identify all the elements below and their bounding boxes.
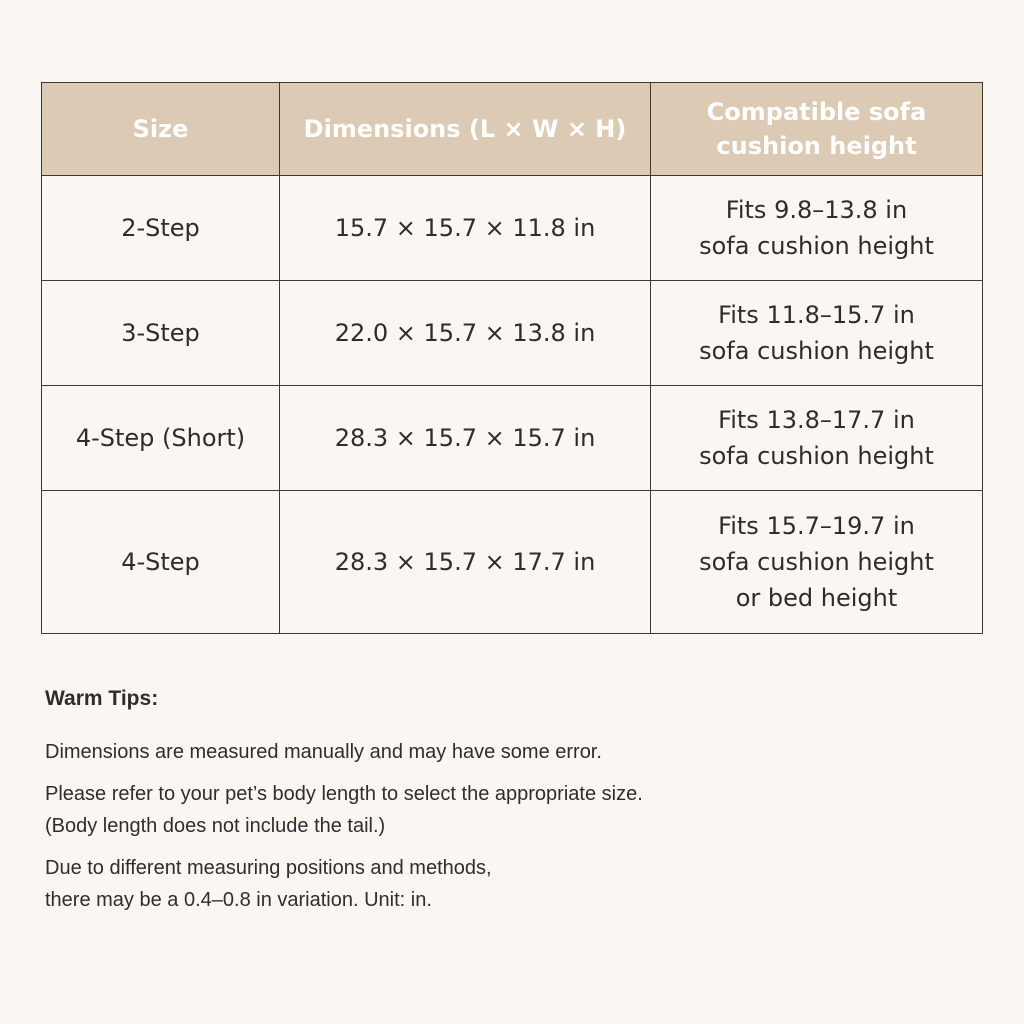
compat-line: sofa cushion height: [699, 548, 934, 576]
cell-size: 4-Step: [42, 491, 280, 634]
tip-line: there may be a 0.4–0.8 in variation. Unit: in.: [45, 889, 432, 911]
table-row: [42, 281, 983, 386]
cell-compat: [651, 281, 983, 386]
table-row: [42, 176, 983, 281]
header-size: Size: [42, 83, 280, 176]
compat-line: Fits 11.8–15.7 in: [718, 301, 915, 329]
cell-dimensions: 28.3 × 15.7 × 15.7 in: [280, 386, 651, 491]
cell-size: 4-Step (Short): [42, 386, 280, 491]
cell-size: 2-Step: [42, 176, 280, 281]
compat-line: sofa cushion height: [699, 232, 934, 260]
tip-item: [45, 852, 985, 916]
header-compatible-height: Compatible sofa cushion height: [651, 83, 983, 176]
size-chart-table: [41, 82, 983, 634]
cell-compat: [651, 386, 983, 491]
tip-line: Dimensions are measured manually and may have some error.: [45, 741, 602, 763]
cell-dimensions: 15.7 × 15.7 × 11.8 in: [280, 176, 651, 281]
cell-dimensions: 28.3 × 15.7 × 17.7 in: [280, 491, 651, 634]
cell-dimensions: 22.0 × 15.7 × 13.8 in: [280, 281, 651, 386]
warm-tips-title: Warm Tips:: [45, 687, 159, 710]
tip-line: Please refer to your pet’s body length to select the appropriate size.: [45, 783, 643, 805]
tip-item: [45, 736, 985, 768]
cell-size: 3-Step: [42, 281, 280, 386]
table-header-row: [42, 83, 983, 176]
compat-line: Fits 13.8–17.7 in: [718, 406, 915, 434]
tip-item: [45, 778, 985, 842]
compat-line: sofa cushion height: [699, 337, 934, 365]
cell-compat: [651, 491, 983, 634]
warm-tips-section: [45, 684, 985, 926]
compat-line: or bed height: [735, 584, 898, 612]
compat-line: Fits 15.7–19.7 in: [718, 512, 915, 540]
cell-compat: [651, 176, 983, 281]
header-dimensions: Dimensions (L × W × H): [280, 83, 651, 176]
tip-line: (Body length does not include the tail.): [45, 815, 386, 837]
tip-line: Due to different measuring positions and methods,: [45, 857, 492, 879]
compat-line: sofa cushion height: [699, 442, 934, 470]
table-row: [42, 491, 983, 634]
compat-line: Fits 9.8–13.8 in: [725, 196, 908, 224]
table-row: [42, 386, 983, 491]
